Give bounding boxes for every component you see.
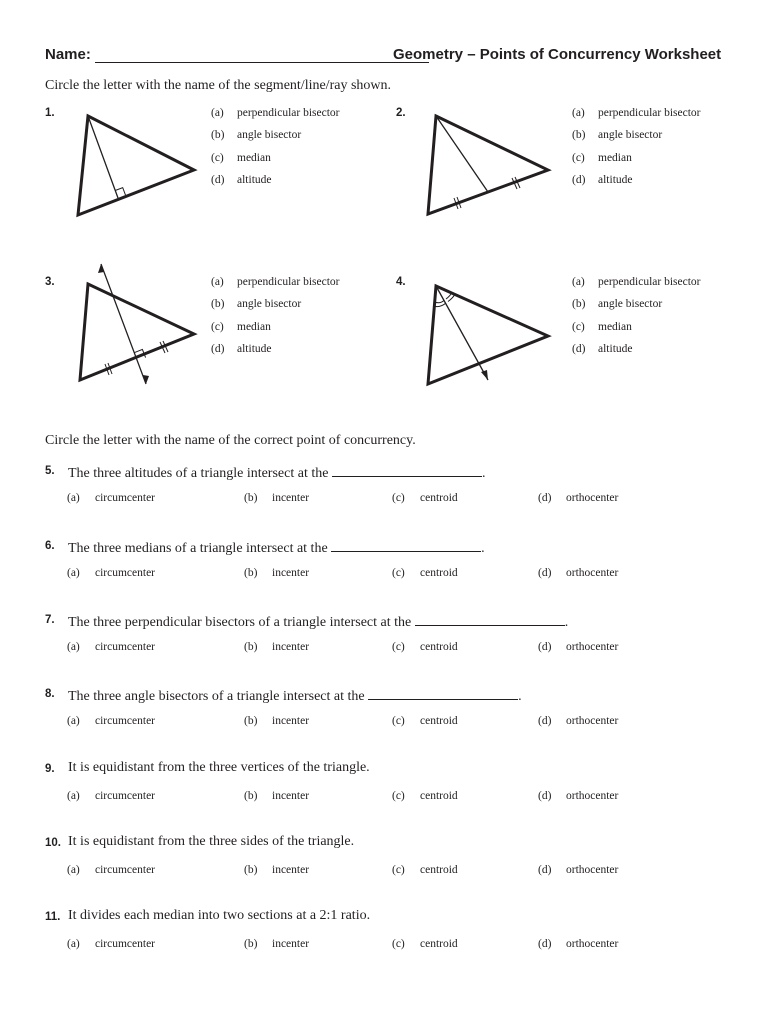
question-6: 6. The three medians of a triangle intersect at the . (a) circumcenter (b) incenter (c) centroid (d) orthocenter — [45, 537, 745, 587]
problem-2-number: 2. — [396, 107, 406, 119]
question-11: 11. It divides each median into two sections at a 2:1 ratio. (a) circumcenter (b) incenter (c) centroid (d) orthocenter — [45, 908, 619, 950]
triangle-perpendicular-bisector-icon — [70, 258, 205, 388]
answer-blank[interactable] — [331, 537, 481, 552]
name-blank-line[interactable] — [95, 62, 429, 63]
triangle-altitude-icon — [70, 108, 200, 223]
answer-blank[interactable] — [368, 685, 518, 700]
answer-blank[interactable] — [332, 462, 482, 477]
triangle-median-icon — [420, 108, 555, 223]
question-8: 8. The three angle bisectors of a triangle intersect at the . (a) circumcenter (b) incenter (c) centroid (d) orthocenter — [45, 685, 745, 735]
question-stem: The three altitudes of a triangle intersect at the . — [68, 462, 485, 482]
section2-instruction: Circle the letter with the name of the correct point of concurrency. — [45, 433, 416, 448]
question-stem: The three perpendicular bisectors of a triangle intersect at the . — [68, 611, 568, 631]
question-5: 5. The three altitudes of a triangle intersect at the . (a) circumcenter (b) incenter (c) centroid (d) orthocenter — [45, 462, 745, 512]
problem-4-number: 4. — [396, 276, 406, 288]
name-label: Name: — [45, 46, 91, 63]
problem-1-number: 1. — [45, 107, 55, 119]
answer-blank[interactable] — [415, 611, 565, 626]
section1-instruction: Circle the letter with the name of the segment/line/ray shown. — [45, 78, 392, 93]
question-9: 9. It is equidistant from the three vertices of the triangle. (a) circumcenter (b) incenter (c) centroid (d) orthocenter — [45, 760, 619, 802]
triangle-angle-bisector-icon — [420, 276, 555, 391]
problem-3-number: 3. — [45, 276, 55, 288]
question-stem: It is equidistant from the three vertices of the triangle. — [68, 760, 370, 775]
question-7: 7. The three perpendicular bisectors of a triangle intersect at the . (a) circumcenter (b) incenter (c) centroid (d) orthocenter — [45, 611, 745, 661]
question-stem: The three angle bisectors of a triangle intersect at the . — [68, 685, 522, 705]
question-stem: It is equidistant from the three sides of the triangle. — [68, 834, 355, 849]
question-stem: It divides each median into two sections at a 2:1 ratio. — [68, 908, 371, 923]
question-10: 10. It is equidistant from the three sides of the triangle. (a) circumcenter (b) incenter (c) centroid (d) orthocenter — [45, 834, 619, 876]
worksheet-header — [45, 46, 735, 68]
question-stem: The three medians of a triangle intersect at the . — [68, 537, 485, 557]
page-title: Geometry – Points of Concurrency Worksheet — [393, 46, 722, 63]
